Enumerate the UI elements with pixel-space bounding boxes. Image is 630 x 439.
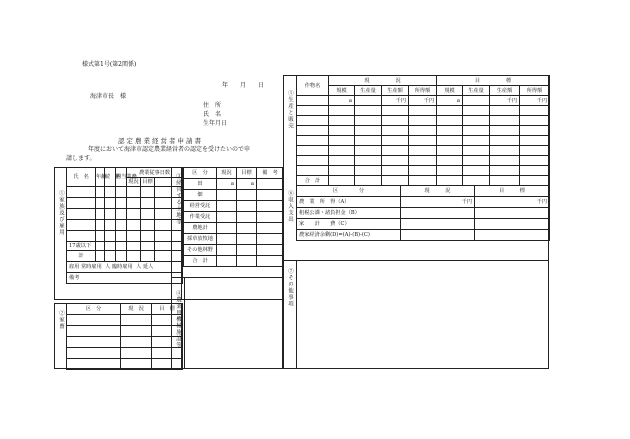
land-row-grazing: 採草放牧地 [184,234,217,245]
land-row-farmland: 農地計 [184,223,217,234]
section3-table [183,167,284,267]
date-label: 年 月 日 [222,82,265,89]
h-target: 目標 [142,179,153,185]
section7-label: ⑦その他事項 [287,268,293,307]
crop-h-scale-current: 規模 [329,86,355,96]
h-age: 年齢 [96,168,105,187]
land-unit-a-target: a [237,179,257,190]
h-current: 現況 [128,179,139,185]
h-days: 農業従事日数 [127,168,183,178]
application-title: 認定農業経営者申請書 [118,137,203,145]
crop-row [297,146,329,156]
application-body-line1: 年度において海津市認定農業経営者の認定を受けたいので申 [88,146,251,153]
crop-h-scale-target: 規模 [437,86,463,96]
land-row-other: その他林野 [184,245,217,256]
crop-row [297,166,329,176]
crop-unit-yen-value-target: 千円 [490,96,520,106]
land-h-target: 目標 [237,168,257,179]
crop-unit-a-target: a [437,96,463,106]
section6-label: ⑥収入支出 [287,190,293,223]
section5-table [296,75,550,186]
livestock-h-category: 区 分 [67,304,121,315]
addressee: 海津市長 様 [90,93,127,100]
section4-frame [171,277,283,369]
section5-divider [296,75,297,185]
land-h-current: 現況 [217,168,237,179]
h-duty: 担当業務 [116,168,127,187]
employment-row: 雇用 常時雇用 人 臨時雇用 人 延人 [67,262,183,273]
section5-label: ⑤生産と販売 [287,90,293,129]
finance-row-tax: 租税公課・諸負担金（B） [297,208,401,219]
crop-row [297,116,329,126]
crop-h-name: 作物名 [297,76,329,96]
land-row-managed: 経営受託 [184,201,217,212]
livestock-row [67,315,121,326]
family-row [67,198,96,209]
h-relation: 続 柄 [105,168,116,187]
finance-unit-yen-current: 千円 [401,197,475,208]
family-total-label: 計 [67,251,96,262]
crop-unit-a-current: a [329,96,355,106]
crop-h-output-current: 生産量 [355,86,382,96]
section7-divider-top [283,260,549,261]
land-h-category: 区 分 [184,168,217,179]
family-row [67,231,96,242]
name-label: 氏 名 [203,111,222,118]
crop-unit-yen-value-current: 千円 [382,96,409,106]
land-h-remarks: 備 考 [257,168,284,179]
finance-unit-yen-target: 千円 [475,197,550,208]
finance-h-target: 目 標 [475,186,550,197]
family-row [67,209,96,220]
crop-h-target: 目 標 [437,76,550,86]
section4-label: ④農業用機械施設等 [175,290,181,349]
land-unit-a-current: a [217,179,237,190]
crop-total-label: 合 計 [297,176,329,186]
crop-row [297,156,329,166]
crop-row [297,126,329,136]
section3-label: ③経営する土地等 [175,173,181,225]
crop-row [297,96,329,106]
address-label: 住 所 [203,102,222,109]
finance-row-income: 農 業 所 得（A） [297,197,401,208]
family-row [67,220,96,231]
section2-table [66,303,183,370]
under17-label: 17歳以下 [67,242,96,251]
livestock-row [67,337,121,348]
crop-h-value-current: 生産額 [382,86,409,96]
crop-h-income-current: 所得額 [409,86,437,96]
birth-label: 生年月日 [203,120,228,127]
crop-row [297,136,329,146]
crop-h-value-target: 生産額 [490,86,520,96]
form-number: 様式第1号(第2関係) [82,61,137,68]
land-row-work: 作業受託 [184,212,217,223]
section6-table [296,185,550,241]
crop-h-income-target: 所得額 [520,86,550,96]
crop-unit-yen-income-target: 千円 [520,96,550,106]
application-body-line2: 請します。 [66,155,96,162]
finance-h-current: 現 況 [401,186,475,197]
section1-table [66,167,183,284]
livestock-row [67,326,121,337]
land-row-field: 田 [184,179,217,190]
section7-divider-left [296,260,297,369]
section1-label: ①家族及び雇用 [58,190,64,236]
livestock-h-current: 現 況 [121,304,152,315]
crop-h-output-target: 生産量 [463,86,490,96]
crop-unit-yen-income-current: 千円 [409,96,437,106]
family-row [67,187,96,198]
section2-label: ②家畜 [58,310,64,330]
finance-row-living: 家 計 費（C） [297,219,401,230]
crop-row [297,106,329,116]
h-name: 氏 名 [67,168,96,187]
livestock-h-target: 目 標 [152,304,183,315]
remarks-row: 備考 [67,273,183,284]
livestock-row [67,348,121,359]
land-row-upland: 畑 [184,190,217,201]
livestock-row [67,359,121,370]
land-row-total: 合 計 [184,256,217,267]
crop-h-current: 現 況 [329,76,437,86]
finance-h-category: 区 分 [297,186,401,197]
finance-row-surplus: 農家経済余剰(D)=(A)-(B)-(C) [297,230,401,241]
